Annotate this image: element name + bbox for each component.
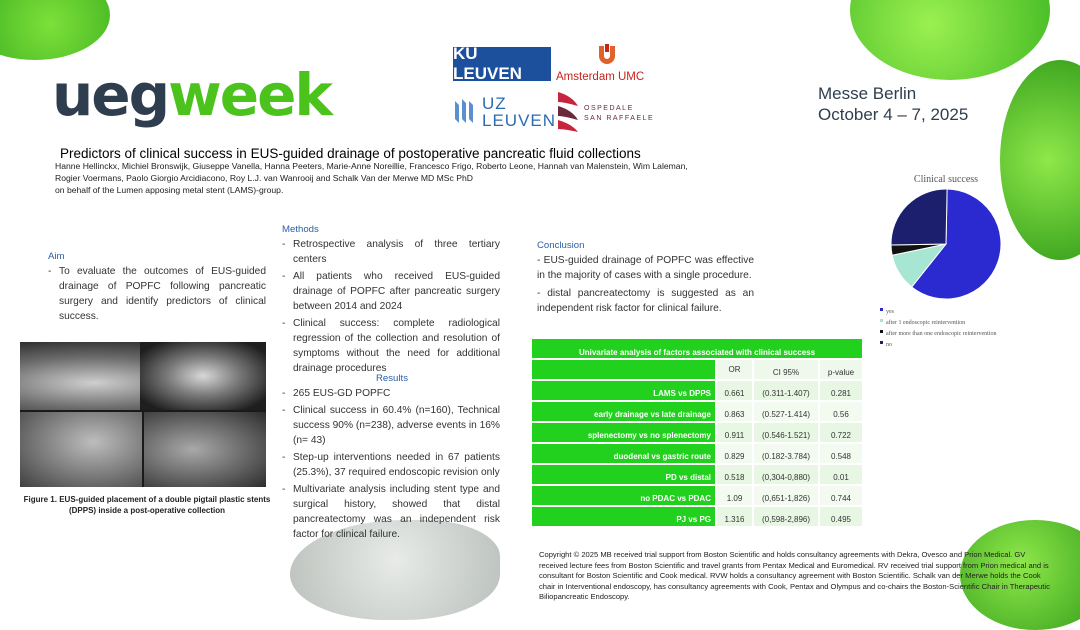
ueg-week-logo [52,61,331,129]
logo-ueg-text: ueg [52,61,169,129]
table-cell: 1.316 [716,506,753,527]
table-cell: (0.182-3.784) [753,443,819,464]
methods-heading: Methods [282,224,319,235]
methods-list [282,237,500,378]
pie-chart-svg [870,168,1070,358]
table-header-cell: CI 95% [753,359,819,380]
results-item: - 265 EUS-GD POPFC [282,386,500,401]
table-cell: 0.911 [716,422,753,443]
table-cell: (0,598-2,896) [753,506,819,527]
legend-swatch [880,330,883,333]
aim-item: - To evaluate the outcomes of EUS-guided drainage of POPFC following pancreatic surgery and identify predictors of clinical success. [48,264,266,324]
event-venue [818,83,968,126]
table-row [531,401,863,422]
pie-slice-3 [891,189,947,245]
table-cell: 0.863 [716,401,753,422]
methods-item: - All patients who received EUS-guided drainage of POPFC after pancreatic surgery between 2014 and 2024 [282,269,500,314]
uz-leuven-label-2: LEUVEN [482,111,557,130]
eus-figure-image [20,342,266,487]
results-item: - Multivariate analysis including stent type and surgical history, showed that distal pancreatectomy was an independent risk factor for clinical failure. [282,482,500,542]
figure-caption: Figure 1. EUS-guided placement of a double pigtail plastic stents (DPPS) inside a post-operative collection [23,495,271,515]
table-cell: 0.722 [819,422,863,443]
decorative-green-shape-top-right [850,0,1050,80]
table-cell: no PDAC vs PDAC [531,485,716,506]
authors-line: Rogier Voermans, Paolo Giorgio Arcidiacono, Roy L.J. van Wanrooij and Schalk Van der Merwe MD MSc PhD [55,173,473,183]
methods-item: - Clinical success: complete radiological regression of the collection and resolution of symptoms without the need for additional drainage procedures [282,316,500,376]
uz-leuven-logo [452,94,557,132]
table-title: Univariate analysis of factors associated with clinical success [531,338,863,359]
ku-leuven-label: KU LEUVEN [453,44,522,83]
san-raffaele-icon [556,90,580,134]
table-row [531,506,863,527]
decorative-green-shape-top-left [0,0,110,60]
logo-week-text: week [168,61,331,129]
conclusion-heading: Conclusion [537,240,585,251]
uz-leuven-icon [452,97,478,127]
table-cell: 1.09 [716,485,753,506]
authors-line: Hanne Hellinckx, Michiel Bronswijk, Giuseppe Vanella, Hanna Peeters, Marie-Anne Noreillie, Francesco Frigo, Roberto Leone, Hannah van Malenstein, Wim Laleman, [55,161,688,171]
san-raffaele-logo [556,90,656,134]
aim-list [48,264,266,326]
table-row [531,380,863,401]
table-cell: splenectomy vs no splenectomy [531,422,716,443]
table-cell: 0.744 [819,485,863,506]
results-heading: Results [376,373,408,384]
legend-swatch [880,308,883,311]
table-header-cell: p-value [819,359,863,380]
chart-title: Clinical success [913,174,979,185]
methods-item: - Retrospective analysis of three tertiary centers [282,237,500,267]
poster-title: Predictors of clinical success in EUS-guided drainage of postoperative pancreatic fluid collections [60,146,641,161]
amsterdam-umc-label: Amsterdam UMC [556,71,645,83]
table-row [531,485,863,506]
clinical-success-pie-chart [870,168,1070,358]
uz-leuven-label-1: UZ [482,94,507,113]
table-cell: (0.546-1.521) [753,422,819,443]
legend-label: no [886,342,892,348]
legend-label: after 1 endoscopic reintervention [886,320,966,326]
table-cell: (0.527-1.414) [753,401,819,422]
table-cell: (0,304-0,880) [753,464,819,485]
table-header-cell [531,359,716,380]
san-raffaele-label-1: OSPEDALE [584,105,634,112]
event-dates: October 4 – 7, 2025 [818,105,969,125]
legend-swatch [880,341,883,344]
table-row [531,443,863,464]
amsterdam-umc-logo [556,44,654,84]
table-cell: 0.495 [819,506,863,527]
results-item: - Step-up interventions needed in 67 patients (25.3%), 37 required endoscopic revision only [282,450,500,480]
table-cell: 0.281 [819,380,863,401]
table-row [531,422,863,443]
table-cell: PD vs distal [531,464,716,485]
table-cell: 0.518 [716,464,753,485]
table-cell: (0,651-1,826) [753,485,819,506]
copyright-disclosure: Copyright © 2025 MB received trial support from Boston Scientific and holds consultancy agreements with Dekra, Ovesco and Prion Medical. GV received lecture fees from Boston Scientific and travel grants from Pentax Medical and Euromedical. RV received trial support from Prion medical and is consultant for Boston Scientific and Cook medical. RVW holds a consultancy agreement with Boston Scientific. Schalk van der Merwe holds the Cook chair in Interventional endoscopy, has consultancy agreements with Cook, Pentax and Olympus and co-chairs the Boston-Scientific Chair in Therapeutic Biliopancreatic Endoscopy. [539,550,1050,601]
poster-authors [55,160,745,196]
conclusion-item: - EUS-guided drainage of POPFC was effective in the majority of cases with a single procedure. [537,255,754,281]
legend-label: after more than one endoscopic reintervention [886,331,997,337]
aim-heading: Aim [48,251,65,262]
table-cell: (0.311-1.407) [753,380,819,401]
results-list [282,386,500,544]
san-raffaele-label-2: SAN RAFFAELE [584,114,655,122]
table-cell: 0.829 [716,443,753,464]
table-cell: PJ vs PG [531,506,716,527]
conclusion-item: - distal pancreatectomy is suggested as an independent risk factor for clinical failure. [537,288,754,314]
table-cell: LAMS vs DPPS [531,380,716,401]
venue-name: Messe Berlin [818,84,917,103]
table-cell: 0.661 [716,380,753,401]
table-cell: duodenal vs gastric route [531,443,716,464]
table-cell: 0.01 [819,464,863,485]
table-body [531,380,863,527]
results-item: - Clinical success in 60.4% (n=160), Technical success 90% (n=238), adverse events in 16% (n= 43) [282,403,500,448]
legend-label: yes [886,309,894,315]
ku-leuven-logo [453,44,551,83]
table-header-row [531,359,863,380]
table-cell: 0.548 [819,443,863,464]
table-header-cell: OR [716,359,753,380]
legend-swatch [880,319,883,322]
table-cell: early drainage vs late drainage [531,401,716,422]
authors-affiliation: on behalf of the Lumen apposing metal stent (LAMS)-group. [55,185,284,195]
table-cell: 0.56 [819,401,863,422]
table-row [531,464,863,485]
univariate-analysis-table [531,338,863,527]
amsterdam-umc-icon [596,44,618,68]
conclusion-text [537,253,754,316]
